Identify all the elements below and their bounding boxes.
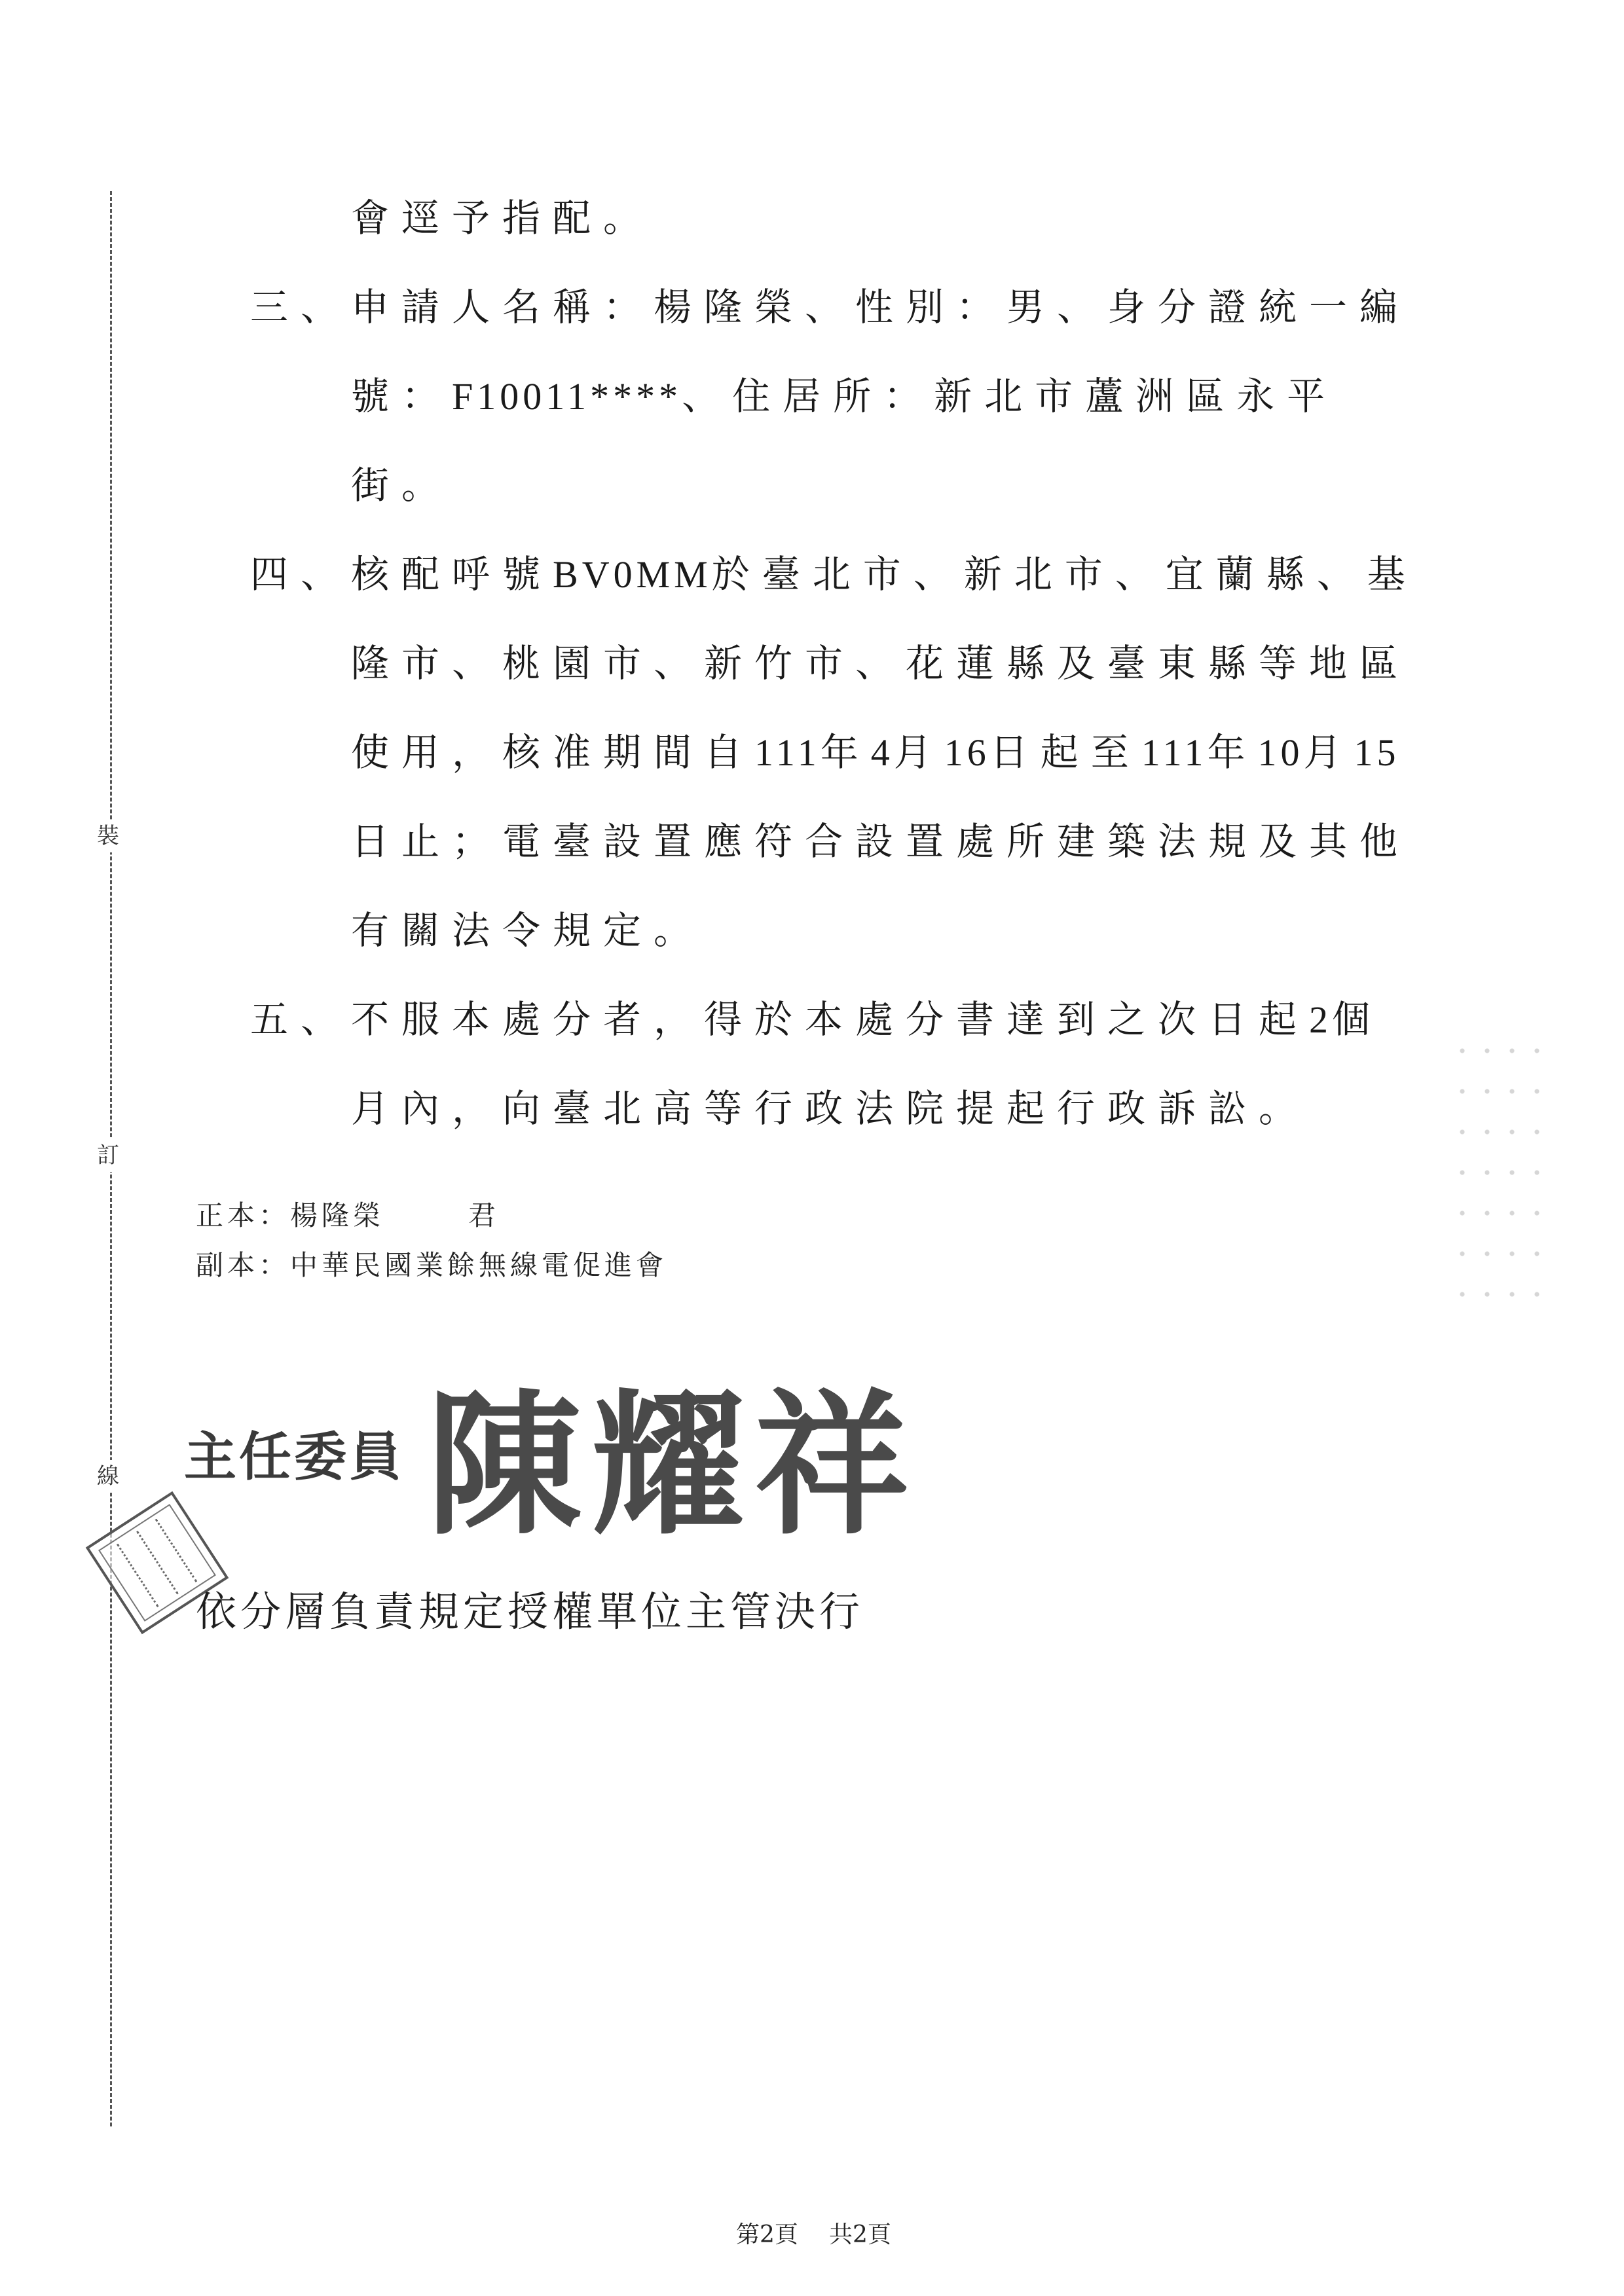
original-recipient-line	[196, 1196, 500, 1235]
item-line	[250, 530, 1418, 619]
item-marker: 四、	[250, 552, 352, 596]
binding-label-xian: 線	[92, 1460, 124, 1493]
binding-label-zhuang: 裝	[92, 820, 124, 852]
latin-run: 111	[1141, 731, 1208, 774]
latin-run: 15	[1354, 731, 1400, 774]
item-text: 申請人名稱：楊隆榮、性別：男、身分證統一編	[351, 285, 1411, 329]
continuation-line: 會逕予指配。	[351, 196, 654, 240]
item-marker: 五、	[250, 997, 352, 1042]
copy-recipient-line	[196, 1246, 667, 1285]
page-footer	[736, 2221, 946, 2250]
item-three	[250, 263, 1418, 530]
item-five	[250, 975, 1418, 1153]
signature-name: 陳耀祥	[427, 1374, 919, 1556]
item-text: 不服本處分者，得於本處分書達到之次日起2個	[351, 997, 1383, 1042]
signature-title: 主任委員	[184, 1426, 404, 1487]
item-line: 號：F10011****、住居所：新北市蘆洲區永平	[351, 374, 1338, 418]
item-line: 日止；電臺設置應符合設置處所建築法規及其他	[351, 819, 1411, 864]
item-line: 街。	[351, 463, 452, 507]
copy-recipient: 中華民國業餘無線電促進會	[290, 1249, 668, 1281]
item-line	[250, 975, 1418, 1064]
honorific: 君	[468, 1199, 500, 1231]
item-text: 核配呼號BV0MM於臺北市、新北市、宜蘭縣、基	[351, 552, 1418, 596]
item-marker: 三、	[250, 285, 352, 329]
latin-run: 4	[870, 731, 894, 774]
item-line: 使用，核准期間自111年4月16日起至111年10月15	[351, 730, 1400, 774]
delegation-note: 依分層負責規定授權單位主管決行	[196, 1588, 864, 1635]
item-line: 月內，向臺北高等行政法院提起行政訴訟。	[351, 1086, 1310, 1131]
binding-label-ding: 訂	[92, 1139, 124, 1172]
scan-artifact-dots	[1450, 1030, 1555, 1312]
latin-run: BV0MM	[553, 553, 712, 596]
latin-run: 111	[754, 731, 821, 774]
latin-run: 16	[944, 731, 990, 774]
page-number: 第2頁	[736, 2221, 798, 2248]
page-total: 共2頁	[829, 2221, 891, 2248]
item-line: 隆市、桃園市、新竹市、花蓮縣及臺東縣等地區	[351, 641, 1411, 685]
latin-run: F10011****	[452, 375, 682, 418]
item-line: 有關法令規定。	[351, 908, 705, 953]
latin-run: 2	[1309, 998, 1333, 1041]
copy-label: 副本：	[196, 1249, 291, 1281]
original-recipient: 楊隆榮	[290, 1199, 385, 1231]
original-label: 正本：	[196, 1199, 291, 1231]
item-line	[250, 263, 1418, 352]
letter-body	[250, 173, 1418, 1153]
latin-run: 10	[1257, 731, 1304, 774]
item-four	[250, 530, 1418, 975]
